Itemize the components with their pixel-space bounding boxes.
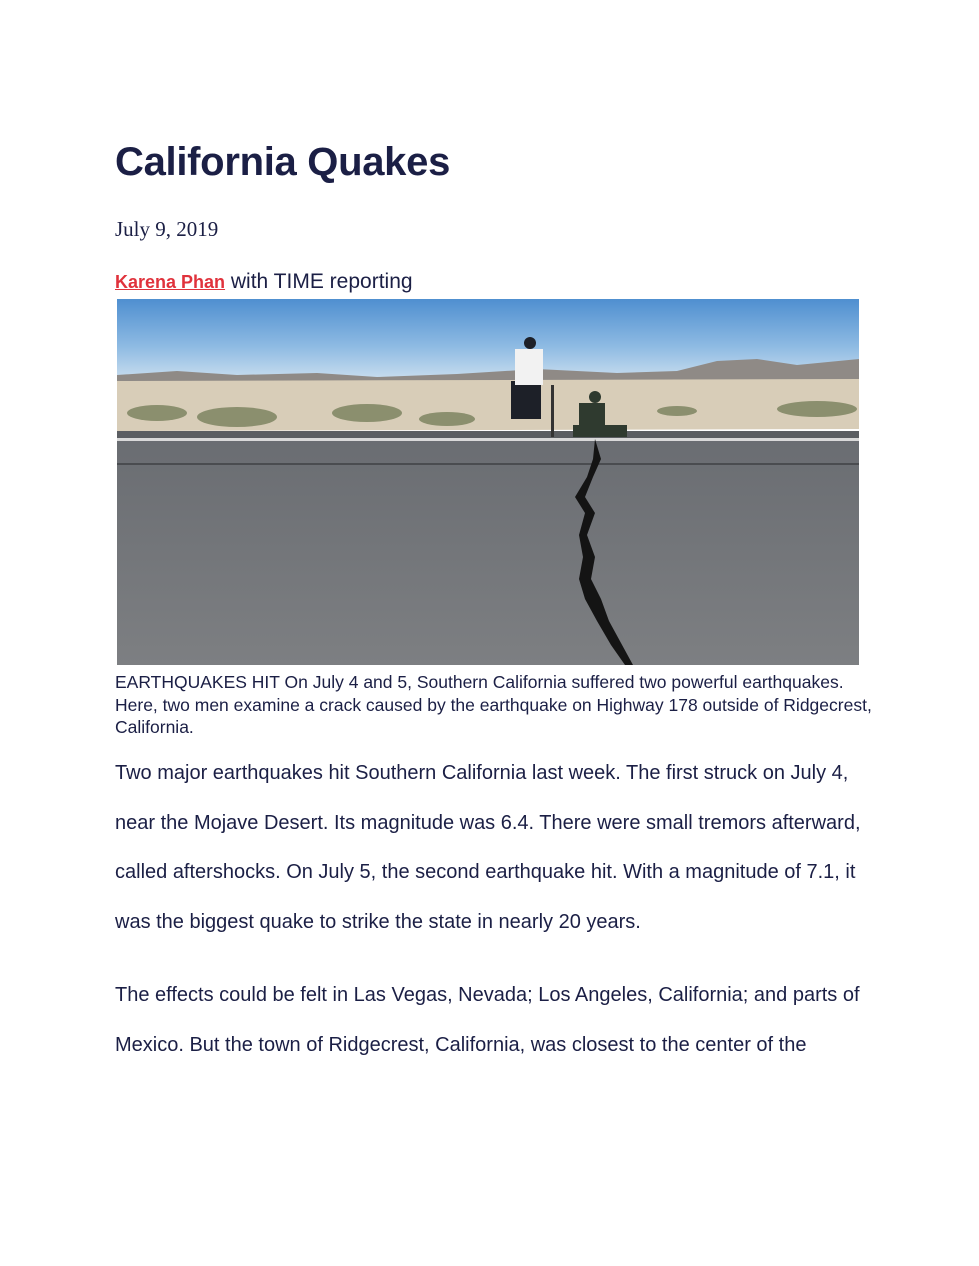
- publish-date: July 9, 2019: [115, 217, 219, 241]
- page-title: California Quakes: [115, 140, 451, 184]
- author-link[interactable]: Karena Phan: [115, 272, 226, 292]
- paragraph: The effects could be felt in Las Vegas, Nevada; Los Angeles, California; and parts of Mexico. But the town of Ridgecrest, California, was closest to the center of the: [115, 984, 860, 1056]
- paragraph: Two major earthquakes hit Southern California last week. The first struck on July 4, near the Mojave Desert. Its magnitude was 6.4. There were small tremors afterward, called aftershocks. On July 5, the second earthquake hit. With a magnitude of 7.1, it was the biggest quake to strike the state in nearly 20 years.: [115, 762, 861, 933]
- byline: [115, 270, 413, 294]
- photo-caption: EARTHQUAKES HIT On July 4 and 5, Southern California suffered two powerful earthquakes. Here, two men examine a crack caused by the earthquake on Highway 178 outside of Ridgecrest, California.: [115, 672, 872, 737]
- photo-road-crack: [117, 299, 859, 665]
- byline-suffix: with TIME reporting: [225, 270, 413, 293]
